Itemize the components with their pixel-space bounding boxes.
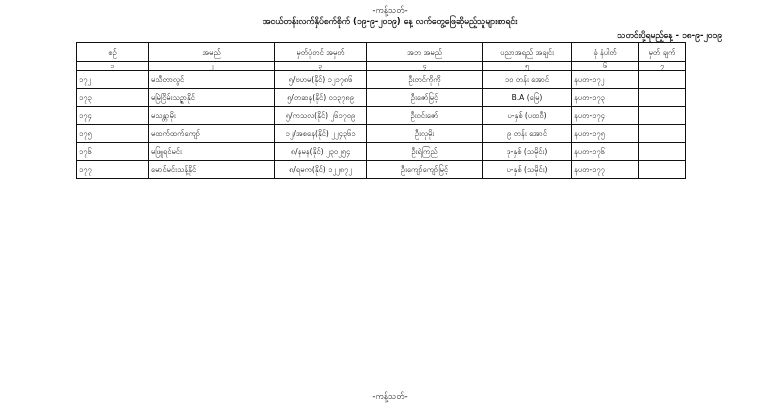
table-row	[77, 71, 686, 89]
cell-id: ၈/ရမက(နိုင်) ၁၂၂၈၇၂	[275, 161, 367, 179]
cell-father: ဦးကျော်ကျော်မြင့်	[367, 161, 483, 179]
cell-remark	[639, 161, 686, 179]
candidate-table	[76, 42, 686, 179]
cell-seat: နပတ-၁၇၂	[572, 71, 639, 89]
header-name: အမည်	[149, 43, 275, 62]
cell-name: မထက်ထက်ကျော်	[149, 125, 275, 143]
table-row	[77, 89, 686, 107]
cell-remark	[639, 89, 686, 107]
cell-no: ၁၇၅	[77, 125, 149, 143]
cell-id: ၅/ကသလ(နိုင်) ၂၆၁၇၀၉	[275, 107, 367, 125]
cell-no: ၁၇၆	[77, 143, 149, 161]
column-number: ၆	[572, 62, 639, 71]
table-row	[77, 143, 686, 161]
cell-remark	[639, 125, 686, 143]
cell-id: ၈/နမန(နိုင်) ၂၃၀၂၅၄	[275, 143, 367, 161]
cell-name: မောင်မင်းသန့်နိုင်	[149, 161, 275, 179]
cell-edu: ၉ တန်း အောင်	[483, 125, 572, 143]
header-no: စဉ်	[77, 43, 149, 62]
cell-name: မသီတာလွင်	[149, 71, 275, 89]
cell-no: ၁၇၇	[77, 161, 149, 179]
cell-father: ဦးဝင်းဇော်	[367, 107, 483, 125]
table-row	[77, 125, 686, 143]
cell-remark	[639, 107, 686, 125]
cell-id: ၅/တဆန(နိုင်) ၀၁၃၇၈၉	[275, 89, 367, 107]
cell-seat: နပတ-၁၇၃	[572, 89, 639, 107]
cell-father: ဦးဇော်မြင့်	[367, 89, 483, 107]
restricted-mark-top: -ကန့်သတ်-	[372, 6, 408, 16]
cell-name: မဖြူရင်မင်း	[149, 143, 275, 161]
cell-father: ဦးရဲကြည်	[367, 143, 483, 161]
header-id: မှတ်ပုံတင် အမှတ်	[275, 43, 367, 62]
cell-father: ဦးတင်ကိုကို	[367, 71, 483, 89]
document-title: အငယ်တန်းလက်နှိပ်စက်စိုက် (၁၉-၉-၂၀၁၉) နေ့ လက်တွေ့ဖြေဆိုမည့်သူများစာရင်း	[262, 17, 518, 27]
cell-remark	[639, 143, 686, 161]
cell-father: ဦးလှမိုး	[367, 125, 483, 143]
cell-edu: ဒု-နှစ် (သမိုင်း)	[483, 143, 572, 161]
cell-no: ၁၇၄	[77, 107, 149, 125]
cell-no: ၁၇၃	[77, 89, 149, 107]
header-father: အဘ အမည်	[367, 43, 483, 62]
column-number: ၂	[149, 62, 275, 71]
table-row	[77, 107, 686, 125]
cell-id: ၅/ဗဟမ(နိုင်) ၁၂၁၇၈၆	[275, 71, 367, 89]
table-row	[77, 161, 686, 179]
column-number: ၃	[275, 62, 367, 71]
cell-edu: ၁၀ တန်း အောင်	[483, 71, 572, 89]
cell-seat: နပတ-၁၇၅	[572, 125, 639, 143]
cell-name: မသန္တာမိုး	[149, 107, 275, 125]
cell-remark	[639, 71, 686, 89]
column-number: ၄	[367, 62, 483, 71]
header-remark: မှတ် ချက်	[639, 43, 686, 62]
cell-id: ၁၂/အစနေ(နိုင်) ၂၂၄၃၆၁	[275, 125, 367, 143]
cell-seat: နပတ-၁၇၇	[572, 161, 639, 179]
column-number: ၇	[639, 62, 686, 71]
cell-seat: နပတ-၁၇၄	[572, 107, 639, 125]
cell-name: မမြဲငြိမ်းသဉ္ဇာနိုင်	[149, 89, 275, 107]
cell-seat: နပတ-၁၇၆	[572, 143, 639, 161]
column-number: ၁	[77, 62, 149, 71]
cell-edu: B.A (မြေ)	[483, 89, 572, 107]
header-edu: ပညာအရည် အချင်း	[483, 43, 572, 62]
cell-no: ၁၇၂	[77, 71, 149, 89]
header-seat: ခုံ နံပါတ်	[572, 43, 639, 62]
report-date: သတင်းပို့ရမည့်နေ့ - ၁၈-၉-၂၀၁၉	[617, 31, 722, 41]
cell-edu: ပ-နှစ် (သမိုင်း)	[483, 161, 572, 179]
column-number-row	[77, 62, 686, 71]
cell-edu: ပ-နှစ် (ပထဝီ)	[483, 107, 572, 125]
header-row	[77, 43, 686, 62]
restricted-mark-bottom: -ကန့်သတ်-	[372, 392, 408, 402]
column-number: ၅	[483, 62, 572, 71]
